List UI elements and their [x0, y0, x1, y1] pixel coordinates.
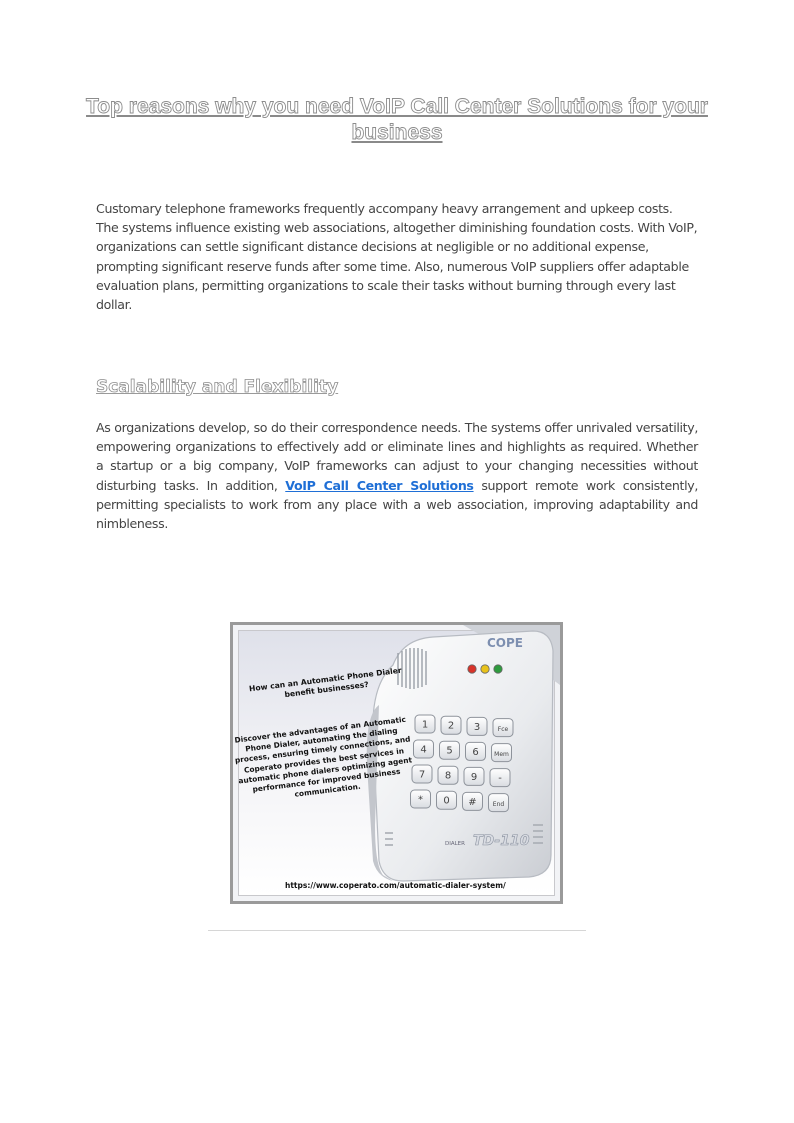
led-green-icon — [494, 665, 502, 673]
section-paragraph — [96, 418, 698, 533]
key-label: 1 — [421, 719, 429, 731]
key-label: 2 — [447, 720, 455, 732]
keypad-key-8 — [492, 744, 512, 762]
ad-question: How can an Automatic Phone Dialer benefit businesses? — [248, 665, 403, 700]
key-label: 7 — [418, 769, 426, 781]
section-text-before-link: As organizations develop, so do their correspondence needs. The systems offer unrivaled versatility, empowering organizations to effectively add or eliminate lines and highlights as required. Whether a startup or a big company, VoIP frameworks can adjust to your changing necessities without disturbing tasks. In addition, — [96, 420, 698, 493]
keypad-key-13 — [411, 790, 431, 808]
dialer-ad-image — [230, 622, 563, 904]
key-label: 5 — [446, 745, 453, 757]
model-label: TD-110 — [473, 833, 530, 849]
key-label: 8 — [444, 770, 452, 782]
section-heading: Scalability and Flexibility — [96, 377, 339, 397]
keypad-key-12 — [490, 769, 510, 787]
ad-description: Discover the advantages of an Automatic Phone Dialer, automating the dialing process, ensuring timely connections, and Coperato provides the best services in automatic phone dialers optimizing agent performance for improved business communication. — [234, 714, 413, 800]
keypad-key-16 — [489, 794, 509, 812]
voip-call-center-link[interactable]: VoIP Call Center Solutions — [285, 477, 474, 493]
key-label: * — [418, 794, 423, 806]
key-label: 6 — [472, 746, 479, 758]
keypad-key-15 — [463, 792, 483, 810]
keypad-key-2 — [441, 716, 461, 734]
keypad-key-6 — [440, 741, 460, 759]
keypad-key-1 — [415, 715, 435, 733]
horizontal-divider — [208, 930, 586, 931]
key-label: # — [468, 796, 477, 808]
key-label: 3 — [473, 721, 481, 733]
key-label: - — [498, 773, 502, 785]
keypad-key-14 — [437, 791, 457, 809]
key-label: Fce — [497, 726, 509, 734]
key-label: 4 — [420, 744, 427, 756]
key-label: 0 — [443, 795, 450, 807]
section-text-after-link: support remote work consistently, permitting specialists to work from any place with a web association, improving adaptability and nimbleness. — [96, 477, 698, 532]
key-label: Mem — [494, 751, 509, 759]
ad-url: https://www.coperato.com/automatic-dialer-system/ — [285, 881, 506, 890]
brand-text: COPE — [487, 636, 523, 650]
device-label: DIALER — [445, 841, 465, 847]
keypad-key-11 — [464, 767, 484, 785]
keypad-key-7 — [466, 742, 486, 760]
key-label: 9 — [470, 771, 478, 783]
intro-paragraph: Customary telephone frameworks frequently accompany heavy arrangement and upkeep costs. The systems influence existing web associations, altogether diminishing foundation costs. With VoIP, organizations can settle significant distance decisions at negligible or no additional expense, prompting significant reserve funds after some time. Also, numerous VoIP suppliers offer adaptable evaluation plans, permitting organizations to scale their tasks without burning through every last dollar. — [96, 201, 698, 313]
key-label: End — [492, 801, 505, 809]
keypad-key-10 — [438, 766, 458, 784]
led-yellow-icon — [481, 665, 489, 673]
page-title: Top reasons why you need VoIP Call Center Solutions for your business — [86, 95, 708, 144]
keypad-key-3 — [467, 717, 487, 735]
keypad-key-4 — [493, 719, 513, 737]
led-red-icon — [468, 665, 476, 673]
keypad-key-5 — [414, 740, 434, 758]
